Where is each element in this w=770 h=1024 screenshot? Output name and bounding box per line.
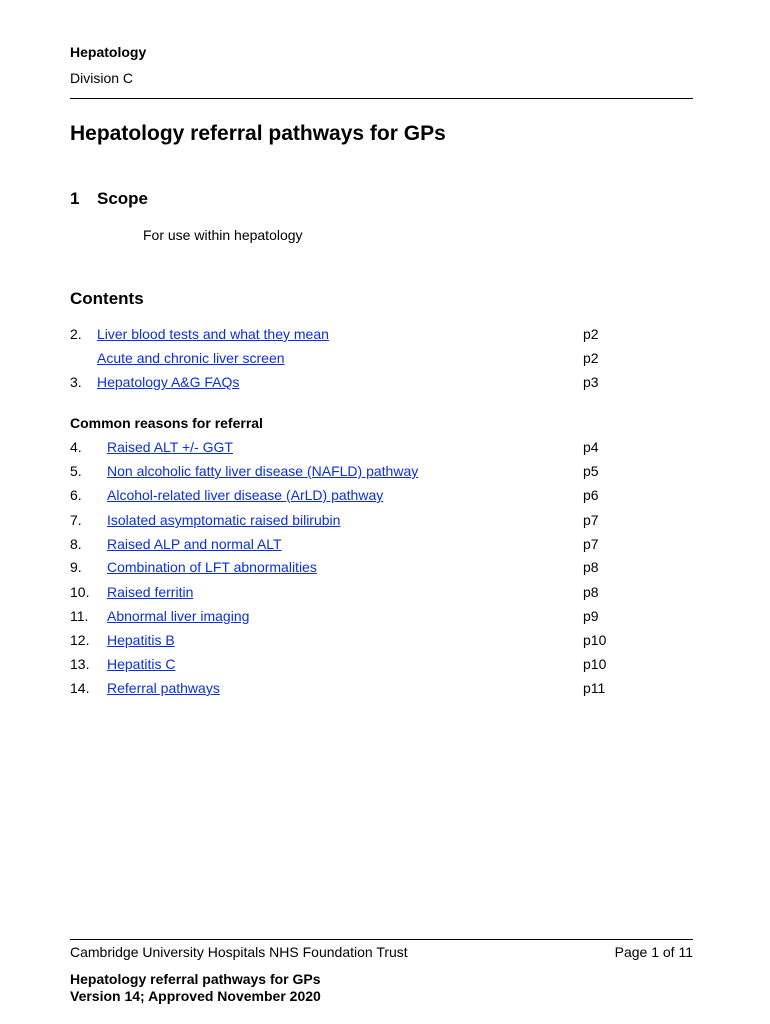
contents-row-page: p8 (583, 584, 599, 600)
contents-row (70, 487, 630, 507)
contents-link-ferritin[interactable]: Raised ferritin (107, 584, 194, 600)
contents-row (70, 608, 630, 628)
contents-row-number: 3. (70, 374, 82, 390)
header-divider (70, 98, 693, 99)
contents-link-raised-alp[interactable]: Raised ALP and normal ALT (107, 536, 282, 552)
header-division: Division C (70, 70, 134, 86)
document-title: Hepatology referral pathways for GPs (70, 122, 446, 145)
contents-row (70, 536, 630, 556)
contents-row-number: 5. (70, 463, 82, 479)
contents-row (70, 632, 630, 652)
contents-row (70, 326, 630, 346)
scope-heading: Scope (97, 189, 149, 208)
contents-link-hepatitis-c[interactable]: Hepatitis C (107, 656, 176, 672)
contents-row (70, 656, 630, 676)
contents-row-page: p7 (583, 536, 599, 552)
contents-row-number: 9. (70, 559, 82, 575)
contents-row-page: p8 (583, 559, 599, 575)
contents-link-raised-alt[interactable]: Raised ALT +/- GGT (107, 439, 233, 455)
contents-row (70, 680, 630, 700)
contents-row-page: p10 (583, 632, 607, 648)
contents-link-nafld[interactable]: Non alcoholic fatty liver disease (NAFLD) pathway (107, 463, 419, 479)
contents-link-bilirubin[interactable]: Isolated asymptomatic raised bilirubin (107, 512, 341, 528)
contents-row-number: 2. (70, 326, 82, 342)
header-department: Hepatology (70, 44, 147, 60)
contents-row-page: p11 (583, 680, 606, 696)
contents-row-number: 12. (70, 632, 90, 648)
contents-link-liver-imaging[interactable]: Abnormal liver imaging (107, 608, 250, 624)
contents-row-number: 13. (70, 656, 90, 672)
contents-row-page: p6 (583, 487, 599, 503)
contents-heading: Contents (70, 289, 144, 308)
scope-section-number: 1 (70, 189, 80, 208)
footer-page-number: Page 1 of 11 (614, 944, 693, 960)
contents-link-lft-combination[interactable]: Combination of LFT abnormalities (107, 559, 317, 575)
contents-row (70, 439, 630, 459)
contents-row-number: 4. (70, 439, 82, 455)
contents-link-liver-screen[interactable]: Acute and chronic liver screen (97, 350, 285, 366)
contents-row-number: 7. (70, 512, 82, 528)
contents-row-page: p2 (583, 350, 599, 366)
contents-row (70, 512, 630, 532)
contents-link-arld[interactable]: Alcohol-related liver disease (ArLD) pathway (107, 487, 384, 503)
footer-divider (70, 939, 693, 940)
contents-row-page: p9 (583, 608, 599, 624)
contents-link-liver-blood-tests[interactable]: Liver blood tests and what they mean (97, 326, 329, 342)
contents-row-number: 6. (70, 487, 82, 503)
contents-row (70, 463, 630, 483)
contents-row-number: 14. (70, 680, 90, 696)
contents-row-page: p5 (583, 463, 599, 479)
contents-row-page: p2 (583, 326, 599, 342)
contents-link-hepatitis-b[interactable]: Hepatitis B (107, 632, 175, 648)
contents-row-page: p3 (583, 374, 599, 390)
contents-row-page: p7 (583, 512, 599, 528)
contents-row-page: p10 (583, 656, 607, 672)
contents-row-number: 10. (70, 584, 90, 600)
contents-link-ag-faqs[interactable]: Hepatology A&G FAQs (97, 374, 240, 390)
contents-row-number: 11. (70, 608, 89, 624)
contents-link-referral-pathways[interactable]: Referral pathways (107, 680, 220, 696)
contents-row (70, 584, 630, 604)
contents-row (70, 559, 630, 579)
footer-organisation: Cambridge University Hospitals NHS Foundation Trust (70, 944, 408, 960)
contents-row (70, 374, 630, 394)
contents-row (70, 350, 630, 370)
footer-version: Version 14; Approved November 2020 (70, 988, 321, 1004)
scope-text: For use within hepatology (143, 227, 303, 243)
referral-subheading: Common reasons for referral (70, 415, 263, 431)
contents-row-number: 8. (70, 536, 82, 552)
contents-row-page: p4 (583, 439, 599, 455)
footer-document-title: Hepatology referral pathways for GPs (70, 971, 321, 987)
